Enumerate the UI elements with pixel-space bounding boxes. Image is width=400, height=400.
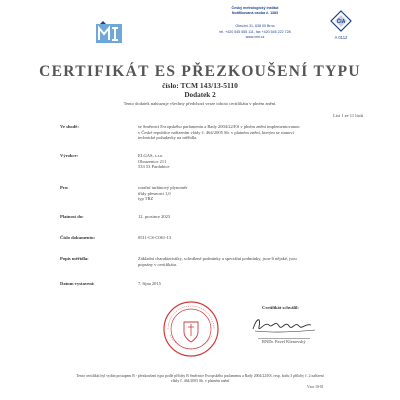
valid-value: 12. prosince 2023 <box>138 214 171 219</box>
for-line: rotační turbínový plynoměr <box>138 185 188 190</box>
badge-number: A 0112 <box>334 35 348 40</box>
signature-image <box>245 311 320 337</box>
manufacturer-line: Ohrazenice 211 <box>138 158 167 164</box>
for-line: třídy přesnosti 1,0 <box>138 190 171 196</box>
for-value <box>138 185 353 202</box>
intro-text: Tento dodatek nahrazuje všechny předchozí verze tohoto certifikátu v plném znění. <box>123 101 277 106</box>
institute-name: Český metrologický institut <box>231 6 279 10</box>
manufacturer-line: ELGAS, s.r.o. <box>138 153 164 158</box>
manufacturer-value <box>138 153 353 170</box>
conformity-value <box>138 124 353 141</box>
signatory-name: RNDr. Pavel Klenovský <box>262 339 306 344</box>
issued-label: Datum vystavení: <box>60 281 95 286</box>
svg-text:ČIA: ČIA <box>336 19 346 25</box>
description-line: Základní charakteristiky, schválené podmínky a speciální podmínky, jsou-li nějaké, jsou <box>138 256 297 261</box>
accreditation-badge-icon <box>329 9 353 43</box>
institute-phone: tel. +420 545 555 111, fax +420 545 222 728 <box>219 29 291 34</box>
notified-body: Notifikovaná osoba č. 1383 <box>231 11 279 16</box>
conformity-label: Ve shodě: <box>60 124 79 129</box>
description-line: popsány v certifikátu. <box>138 261 178 267</box>
approved-by-label: Certifikát schválil: <box>262 305 299 310</box>
valid-label: Platnost do: <box>60 214 84 219</box>
for-label: Pro: <box>60 185 69 190</box>
conformity-line: se Směrnicí Evropského parlamentu a Rady 2004/22/ES v plném znění implementovanou <box>138 124 300 129</box>
for-line: typ TRZ <box>138 196 154 202</box>
form-code: Vzor 10-01 <box>307 385 324 389</box>
manufacturer-label: Výrobce: <box>60 153 79 158</box>
amendment-label: Dodatek 2 <box>184 91 216 99</box>
description-label: Popis měřidla: <box>60 256 89 261</box>
conformity-line: v České republice nařízením vlády č. 464/2005 Sb. v platném znění, kterým se stanoví <box>138 129 294 135</box>
sheet-counter: List 1 ze 11 listů <box>333 113 363 118</box>
issued-value: 7. října 2015 <box>138 281 161 286</box>
header-institute-block <box>215 6 295 40</box>
footer-note: Tento certifikát byl vydán postupem B - přezkoušení typu podle přílohy B Směrnice Evropského parlamentu a Rady 2004/22/ES, resp. bodu 3 přílohy č. 2 nařízení vlády č. 464/2005 Sb. v platném znění <box>76 374 324 383</box>
certificate-title: CERTIFIKÁT ES PŘEZKOUŠENÍ TYPU <box>39 63 361 80</box>
official-stamp-icon <box>162 300 220 358</box>
description-value <box>138 256 353 267</box>
institute-address: Okružní 31, 638 00 Brno <box>235 24 275 29</box>
conformity-line: technické požadavky na měřidla. <box>138 135 198 141</box>
cmi-logo-icon <box>95 20 123 44</box>
doc-number-value: 0511-CS-C061-13 <box>138 235 172 240</box>
manufacturer-line: 533 53 Pardubice <box>138 164 170 170</box>
certificate-number: číslo: TCM 143/13-5110 <box>162 81 238 90</box>
institute-website: www.cmi.cz <box>245 34 265 39</box>
doc-number-label: Číslo dokumentu: <box>60 235 96 240</box>
